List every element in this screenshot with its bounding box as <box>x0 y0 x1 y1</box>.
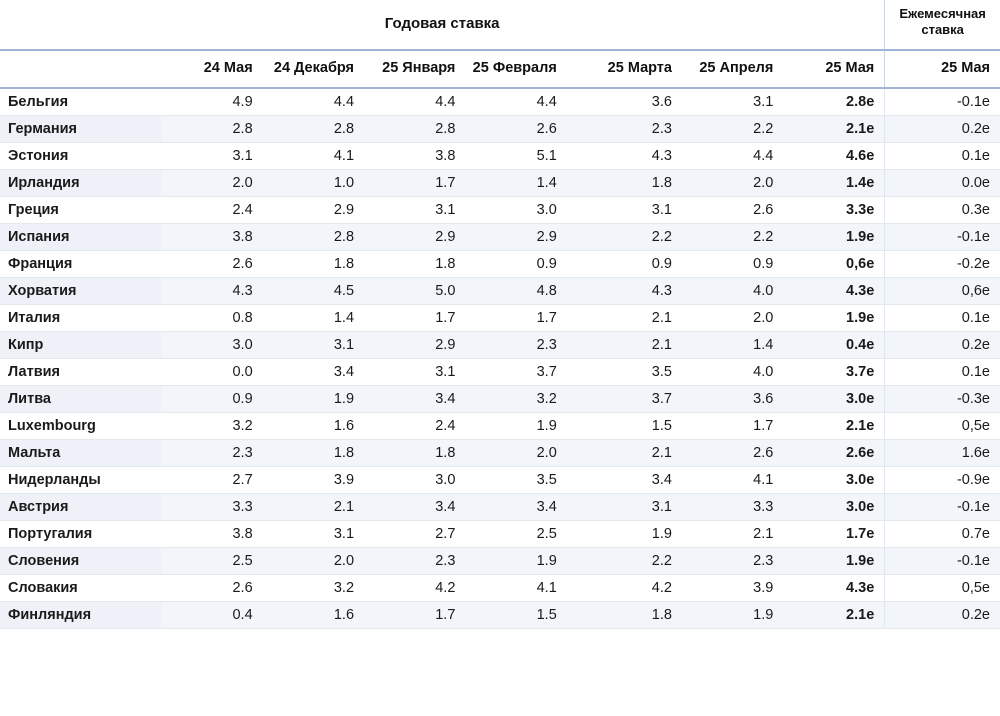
country-cell: Греция <box>0 197 161 224</box>
value-cell: 2.3 <box>682 548 783 575</box>
value-cell: 2.1e <box>783 413 884 440</box>
value-cell: 0.4e <box>783 332 884 359</box>
value-cell: 3.8 <box>161 521 262 548</box>
value-cell: 2.2 <box>682 116 783 143</box>
table-row <box>0 359 1000 386</box>
group-header-monthly: Ежемесячная ставка <box>885 0 1000 50</box>
value-cell: 3.9 <box>682 575 783 602</box>
value-cell: 0.4 <box>161 602 262 629</box>
table-row <box>0 143 1000 170</box>
value-cell: 2.7 <box>364 521 465 548</box>
value-cell: 2.6 <box>682 440 783 467</box>
value-cell: 0.0e <box>885 170 1000 197</box>
value-cell: 2.6 <box>161 251 262 278</box>
value-cell: 0,5e <box>885 575 1000 602</box>
value-cell: 2.7 <box>161 467 262 494</box>
country-cell: Франция <box>0 251 161 278</box>
value-cell: 4.0 <box>682 359 783 386</box>
value-cell: 3.5 <box>567 359 682 386</box>
value-cell: 2.5 <box>465 521 566 548</box>
country-cell: Кипр <box>0 332 161 359</box>
value-cell: 2.3 <box>364 548 465 575</box>
value-cell: 1.8 <box>263 251 364 278</box>
value-cell: 2.6 <box>465 116 566 143</box>
country-cell: Бельгия <box>0 88 161 116</box>
value-cell: 2.6e <box>783 440 884 467</box>
value-cell: 2.8 <box>263 224 364 251</box>
value-cell: 3.3 <box>161 494 262 521</box>
date-header-4: 25 Марта <box>567 50 682 89</box>
country-cell: Мальта <box>0 440 161 467</box>
value-cell: 4.1 <box>465 575 566 602</box>
value-cell: 4.3 <box>567 278 682 305</box>
value-cell: 3.2 <box>465 386 566 413</box>
value-cell: 0.1e <box>885 305 1000 332</box>
value-cell: 3.7 <box>567 386 682 413</box>
value-cell: 1.8 <box>263 440 364 467</box>
table-row <box>0 88 1000 116</box>
value-cell: 1.9 <box>263 386 364 413</box>
table-row <box>0 386 1000 413</box>
table-row <box>0 440 1000 467</box>
value-cell: 0.1e <box>885 359 1000 386</box>
date-header-0: 24 Мая <box>161 50 262 89</box>
value-cell: 4.3 <box>161 278 262 305</box>
value-cell: 3.4 <box>465 494 566 521</box>
value-cell: 3.4 <box>364 386 465 413</box>
table-row <box>0 251 1000 278</box>
date-header-3: 25 Февраля <box>465 50 566 89</box>
value-cell: 3.7 <box>465 359 566 386</box>
value-cell: 0.9 <box>567 251 682 278</box>
value-cell: 3.8 <box>364 143 465 170</box>
table-row <box>0 305 1000 332</box>
value-cell: 1.4 <box>263 305 364 332</box>
table-row <box>0 278 1000 305</box>
date-header-7: 25 Мая <box>885 50 1000 89</box>
value-cell: 1.9e <box>783 224 884 251</box>
value-cell: 2.8 <box>161 116 262 143</box>
value-cell: 0,6e <box>783 251 884 278</box>
value-cell: 4.4 <box>263 88 364 116</box>
value-cell: 1.9 <box>567 521 682 548</box>
value-cell: 3.3e <box>783 197 884 224</box>
table-row <box>0 116 1000 143</box>
value-cell: 4.3 <box>567 143 682 170</box>
value-cell: 1.6e <box>885 440 1000 467</box>
value-cell: 3.7e <box>783 359 884 386</box>
value-cell: 1.7 <box>682 413 783 440</box>
value-cell: 4.9 <box>161 88 262 116</box>
value-cell: 3.0e <box>783 494 884 521</box>
value-cell: -0.1e <box>885 494 1000 521</box>
value-cell: 3.2 <box>161 413 262 440</box>
value-cell: 0.9 <box>465 251 566 278</box>
value-cell: 1.5 <box>567 413 682 440</box>
value-cell: 4.1 <box>682 467 783 494</box>
value-cell: -0.9e <box>885 467 1000 494</box>
date-header-row <box>0 50 1000 89</box>
value-cell: 3.8 <box>161 224 262 251</box>
value-cell: 1.0 <box>263 170 364 197</box>
date-header-5: 25 Апреля <box>682 50 783 89</box>
table-row <box>0 494 1000 521</box>
value-cell: 0,5e <box>885 413 1000 440</box>
value-cell: 3.0e <box>783 386 884 413</box>
value-cell: 0.1e <box>885 143 1000 170</box>
value-cell: 2.0 <box>161 170 262 197</box>
value-cell: 4.0 <box>682 278 783 305</box>
value-cell: 2.2 <box>567 548 682 575</box>
value-cell: 0.2e <box>885 602 1000 629</box>
value-cell: 1.6 <box>263 602 364 629</box>
country-cell: Португалия <box>0 521 161 548</box>
value-cell: 1.8 <box>567 602 682 629</box>
value-cell: 4.5 <box>263 278 364 305</box>
value-cell: 1.9e <box>783 305 884 332</box>
country-cell: Литва <box>0 386 161 413</box>
value-cell: 2.5 <box>161 548 262 575</box>
value-cell: 3.9 <box>263 467 364 494</box>
country-cell: Словения <box>0 548 161 575</box>
value-cell: 4.1 <box>263 143 364 170</box>
group-header-annual: Годовая ставка <box>0 0 885 50</box>
country-cell: Финляндия <box>0 602 161 629</box>
table-row <box>0 332 1000 359</box>
value-cell: 1.8 <box>567 170 682 197</box>
value-cell: 1.7 <box>465 305 566 332</box>
value-cell: 2.1 <box>682 521 783 548</box>
country-cell: Хорватия <box>0 278 161 305</box>
value-cell: 0,6e <box>885 278 1000 305</box>
value-cell: 0.7e <box>885 521 1000 548</box>
country-cell: Словакия <box>0 575 161 602</box>
value-cell: -0.2e <box>885 251 1000 278</box>
value-cell: 2.2 <box>567 224 682 251</box>
value-cell: 1.8 <box>364 251 465 278</box>
table-row <box>0 197 1000 224</box>
value-cell: 1.8 <box>364 440 465 467</box>
value-cell: 2.9 <box>364 332 465 359</box>
value-cell: 2.2 <box>682 224 783 251</box>
value-cell: 4.4 <box>465 88 566 116</box>
value-cell: 3.1 <box>567 494 682 521</box>
value-cell: 0.2e <box>885 116 1000 143</box>
value-cell: 2.6 <box>682 197 783 224</box>
value-cell: 2.0 <box>682 305 783 332</box>
value-cell: 1.7e <box>783 521 884 548</box>
value-cell: 3.1 <box>364 197 465 224</box>
value-cell: 1.9 <box>465 413 566 440</box>
value-cell: 2.1e <box>783 602 884 629</box>
value-cell: 0.9 <box>682 251 783 278</box>
date-header-1: 24 Декабря <box>263 50 364 89</box>
value-cell: 0.2e <box>885 332 1000 359</box>
value-cell: 2.9 <box>263 197 364 224</box>
value-cell: 3.1 <box>682 88 783 116</box>
value-cell: 3.1 <box>263 521 364 548</box>
value-cell: 3.0 <box>465 197 566 224</box>
value-cell: 1.4 <box>682 332 783 359</box>
value-cell: 1.5 <box>465 602 566 629</box>
value-cell: 0.0 <box>161 359 262 386</box>
value-cell: 3.4 <box>364 494 465 521</box>
value-cell: 4.4 <box>364 88 465 116</box>
value-cell: 3.1 <box>263 332 364 359</box>
value-cell: 3.0 <box>161 332 262 359</box>
value-cell: 2.8 <box>263 116 364 143</box>
table-body <box>0 88 1000 629</box>
value-cell: 2.1 <box>263 494 364 521</box>
value-cell: 2.9 <box>364 224 465 251</box>
value-cell: 5.0 <box>364 278 465 305</box>
table-row <box>0 521 1000 548</box>
table-row <box>0 575 1000 602</box>
country-column-header <box>0 50 161 89</box>
value-cell: 1.7 <box>364 602 465 629</box>
value-cell: 2.3 <box>567 116 682 143</box>
country-cell: Luxembourg <box>0 413 161 440</box>
value-cell: 2.1e <box>783 116 884 143</box>
value-cell: 0.8 <box>161 305 262 332</box>
country-cell: Италия <box>0 305 161 332</box>
value-cell: -0.1e <box>885 88 1000 116</box>
value-cell: 3.1 <box>567 197 682 224</box>
country-cell: Нидерланды <box>0 467 161 494</box>
table-row <box>0 548 1000 575</box>
value-cell: 2.1 <box>567 305 682 332</box>
value-cell: 3.0e <box>783 467 884 494</box>
value-cell: 2.3 <box>161 440 262 467</box>
value-cell: 1.9 <box>682 602 783 629</box>
country-cell: Эстония <box>0 143 161 170</box>
table-row <box>0 224 1000 251</box>
table-row <box>0 170 1000 197</box>
value-cell: 4.3e <box>783 575 884 602</box>
value-cell: 2.1 <box>567 332 682 359</box>
value-cell: 3.6 <box>567 88 682 116</box>
country-cell: Испания <box>0 224 161 251</box>
value-cell: 4.3e <box>783 278 884 305</box>
value-cell: 3.4 <box>263 359 364 386</box>
value-cell: 2.4 <box>161 197 262 224</box>
value-cell: 3.2 <box>263 575 364 602</box>
value-cell: -0.1e <box>885 548 1000 575</box>
value-cell: 1.4e <box>783 170 884 197</box>
country-cell: Германия <box>0 116 161 143</box>
value-cell: 4.6e <box>783 143 884 170</box>
value-cell: 1.9e <box>783 548 884 575</box>
date-header-6: 25 Мая <box>783 50 884 89</box>
value-cell: 2.6 <box>161 575 262 602</box>
country-cell: Латвия <box>0 359 161 386</box>
value-cell: 4.8 <box>465 278 566 305</box>
value-cell: 4.2 <box>364 575 465 602</box>
value-cell: 3.4 <box>567 467 682 494</box>
value-cell: -0.1e <box>885 224 1000 251</box>
value-cell: 2.8e <box>783 88 884 116</box>
country-cell: Австрия <box>0 494 161 521</box>
value-cell: 2.0 <box>263 548 364 575</box>
value-cell: 0.9 <box>161 386 262 413</box>
value-cell: 5.1 <box>465 143 566 170</box>
value-cell: 2.0 <box>682 170 783 197</box>
value-cell: 2.1 <box>567 440 682 467</box>
value-cell: 2.8 <box>364 116 465 143</box>
value-cell: 3.1 <box>364 359 465 386</box>
value-cell: 1.9 <box>465 548 566 575</box>
value-cell: 3.6 <box>682 386 783 413</box>
value-cell: -0.3e <box>885 386 1000 413</box>
value-cell: 4.2 <box>567 575 682 602</box>
value-cell: 4.4 <box>682 143 783 170</box>
group-header-row <box>0 0 1000 50</box>
value-cell: 1.7 <box>364 170 465 197</box>
value-cell: 1.7 <box>364 305 465 332</box>
country-cell: Ирландия <box>0 170 161 197</box>
date-header-2: 25 Января <box>364 50 465 89</box>
value-cell: 2.3 <box>465 332 566 359</box>
value-cell: 1.6 <box>263 413 364 440</box>
value-cell: 2.9 <box>465 224 566 251</box>
value-cell: 3.1 <box>161 143 262 170</box>
value-cell: 0.3e <box>885 197 1000 224</box>
value-cell: 3.0 <box>364 467 465 494</box>
value-cell: 3.3 <box>682 494 783 521</box>
value-cell: 2.0 <box>465 440 566 467</box>
value-cell: 1.4 <box>465 170 566 197</box>
value-cell: 3.5 <box>465 467 566 494</box>
value-cell: 2.4 <box>364 413 465 440</box>
table-row <box>0 413 1000 440</box>
table-row <box>0 467 1000 494</box>
table-row <box>0 602 1000 629</box>
